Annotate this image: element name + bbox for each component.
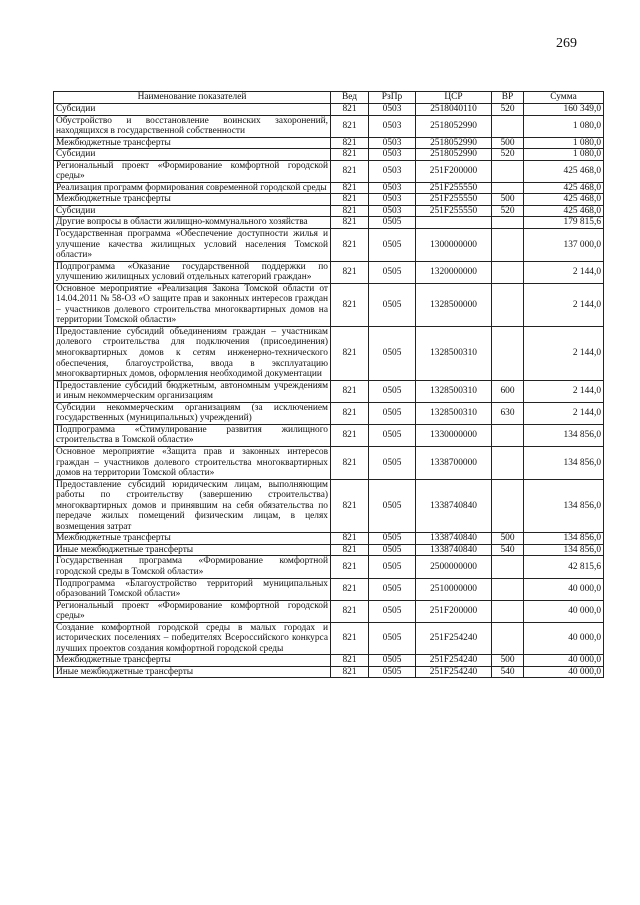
cell-name: Подпрограмма «Стимулирование развития жилищного строительства в Томской области» bbox=[54, 424, 331, 446]
cell-vr bbox=[492, 160, 524, 182]
cell-sum: 1 080,0 bbox=[524, 149, 604, 161]
table-row bbox=[54, 622, 604, 655]
cell-csr: 2518052990 bbox=[416, 137, 492, 149]
cell-csr: 251F254240 bbox=[416, 666, 492, 678]
cell-vr: 500 bbox=[492, 194, 524, 206]
table-row bbox=[54, 283, 604, 326]
cell-csr: 1338700000 bbox=[416, 446, 492, 479]
table-header bbox=[54, 92, 604, 104]
cell-ved: 821 bbox=[331, 217, 369, 229]
cell-sum: 425 468,0 bbox=[524, 205, 604, 217]
cell-csr: 1300000000 bbox=[416, 229, 492, 262]
cell-csr: 251F200000 bbox=[416, 160, 492, 182]
cell-csr: 1328500000 bbox=[416, 283, 492, 326]
cell-sum: 2 144,0 bbox=[524, 261, 604, 283]
cell-sum: 40 000,0 bbox=[524, 655, 604, 667]
cell-sum: 425 468,0 bbox=[524, 182, 604, 194]
cell-csr: 251F254240 bbox=[416, 622, 492, 655]
cell-name: Межбюджетные трансферты bbox=[54, 533, 331, 545]
cell-vr: 520 bbox=[492, 149, 524, 161]
cell-name: Иные межбюджетные трансферты bbox=[54, 666, 331, 678]
cell-vr: 540 bbox=[492, 666, 524, 678]
cell-name: Государственная программа «Обеспечение доступности жилья и улучшение качества жилищных условий населения Томской области» bbox=[54, 229, 331, 262]
cell-name: Субсидии bbox=[54, 149, 331, 161]
cell-rzpr: 0503 bbox=[369, 194, 416, 206]
table-row bbox=[54, 402, 604, 424]
cell-csr: 2518052990 bbox=[416, 149, 492, 161]
cell-csr: 1338740840 bbox=[416, 544, 492, 556]
header-row bbox=[54, 92, 604, 104]
cell-sum: 2 144,0 bbox=[524, 380, 604, 402]
cell-sum: 42 815,6 bbox=[524, 556, 604, 578]
cell-sum: 1 080,0 bbox=[524, 137, 604, 149]
cell-name: Создание комфортной городской среды в малых городах и исторических поселениях – победителях Всероссийского конкурса лучших проектов создания комфортной городской среды bbox=[54, 622, 331, 655]
cell-rzpr: 0505 bbox=[369, 544, 416, 556]
table-row bbox=[54, 205, 604, 217]
cell-sum: 134 856,0 bbox=[524, 544, 604, 556]
cell-rzpr: 0505 bbox=[369, 655, 416, 667]
cell-csr: 1320000000 bbox=[416, 261, 492, 283]
cell-vr: 520 bbox=[492, 104, 524, 116]
cell-name: Обустройство и восстановление воинских захоронений, находящихся в государственной собственности bbox=[54, 115, 331, 137]
cell-name: Основное мероприятие «Реализация Закона Томской области от 14.04.2011 № 58-ОЗ «О защите прав и законных интересов граждан – участников долевого строительства многоквартирных домов на территории Томской области» bbox=[54, 283, 331, 326]
cell-rzpr: 0503 bbox=[369, 137, 416, 149]
cell-sum: 40 000,0 bbox=[524, 666, 604, 678]
table-row bbox=[54, 578, 604, 600]
cell-rzpr: 0505 bbox=[369, 424, 416, 446]
cell-csr: 251F255550 bbox=[416, 182, 492, 194]
cell-sum: 134 856,0 bbox=[524, 479, 604, 533]
cell-sum: 137 000,0 bbox=[524, 229, 604, 262]
cell-csr: 1338740840 bbox=[416, 533, 492, 545]
cell-ved: 821 bbox=[331, 137, 369, 149]
table-row bbox=[54, 229, 604, 262]
cell-sum: 134 856,0 bbox=[524, 533, 604, 545]
cell-sum: 425 468,0 bbox=[524, 160, 604, 182]
cell-rzpr: 0505 bbox=[369, 533, 416, 545]
cell-vr: 520 bbox=[492, 205, 524, 217]
cell-csr: 2510000000 bbox=[416, 578, 492, 600]
cell-ved: 821 bbox=[331, 380, 369, 402]
cell-csr: 1328500310 bbox=[416, 380, 492, 402]
cell-vr: 630 bbox=[492, 402, 524, 424]
cell-vr bbox=[492, 446, 524, 479]
table-row bbox=[54, 666, 604, 678]
cell-ved: 821 bbox=[331, 115, 369, 137]
table-row bbox=[54, 533, 604, 545]
cell-name: Предоставление субсидий бюджетным, автономным учреждениям и иным некоммерческим организациям bbox=[54, 380, 331, 402]
cell-csr: 2518040110 bbox=[416, 104, 492, 116]
cell-sum: 40 000,0 bbox=[524, 622, 604, 655]
cell-name: Межбюджетные трансферты bbox=[54, 655, 331, 667]
cell-rzpr: 0505 bbox=[369, 600, 416, 622]
table-row bbox=[54, 326, 604, 380]
cell-vr bbox=[492, 326, 524, 380]
cell-ved: 821 bbox=[331, 600, 369, 622]
cell-name: Реализация программ формирования современной городской среды bbox=[54, 182, 331, 194]
cell-vr bbox=[492, 622, 524, 655]
cell-ved: 821 bbox=[331, 544, 369, 556]
cell-vr bbox=[492, 578, 524, 600]
cell-rzpr: 0503 bbox=[369, 149, 416, 161]
cell-rzpr: 0505 bbox=[369, 229, 416, 262]
cell-csr: 2518052990 bbox=[416, 115, 492, 137]
cell-csr: 1328500310 bbox=[416, 326, 492, 380]
table-row bbox=[54, 149, 604, 161]
cell-rzpr: 0505 bbox=[369, 622, 416, 655]
budget-table bbox=[53, 91, 604, 678]
header-name: Наименование показателей bbox=[54, 92, 331, 104]
cell-sum: 160 349,0 bbox=[524, 104, 604, 116]
cell-ved: 821 bbox=[331, 533, 369, 545]
cell-ved: 821 bbox=[331, 160, 369, 182]
cell-vr bbox=[492, 115, 524, 137]
cell-csr: 251F255550 bbox=[416, 205, 492, 217]
header-rzpr: РзПр bbox=[369, 92, 416, 104]
cell-vr bbox=[492, 229, 524, 262]
cell-name: Подпрограмма «Оказание государственной поддержки по улучшению жилищных условий отдельных категорий граждан» bbox=[54, 261, 331, 283]
table-row bbox=[54, 424, 604, 446]
cell-vr bbox=[492, 261, 524, 283]
header-sum: Сумма bbox=[524, 92, 604, 104]
cell-rzpr: 0505 bbox=[369, 380, 416, 402]
cell-vr bbox=[492, 182, 524, 194]
cell-sum: 134 856,0 bbox=[524, 446, 604, 479]
cell-ved: 821 bbox=[331, 194, 369, 206]
table-row bbox=[54, 104, 604, 116]
cell-sum: 134 856,0 bbox=[524, 424, 604, 446]
cell-ved: 821 bbox=[331, 556, 369, 578]
cell-vr: 500 bbox=[492, 137, 524, 149]
cell-rzpr: 0505 bbox=[369, 666, 416, 678]
cell-vr: 540 bbox=[492, 544, 524, 556]
cell-ved: 821 bbox=[331, 182, 369, 194]
cell-vr bbox=[492, 424, 524, 446]
table-row bbox=[54, 446, 604, 479]
cell-csr: 1338740840 bbox=[416, 479, 492, 533]
cell-name: Субсидии bbox=[54, 205, 331, 217]
cell-sum: 40 000,0 bbox=[524, 578, 604, 600]
cell-name: Предоставление субсидий юридическим лицам, выполняющим работы по строительству (завершению строительства) многоквартирных домов и принявшим на себя обязательства по передаче жилых помещений физическим лицам, в целях возмещения затрат bbox=[54, 479, 331, 533]
cell-name: Государственная программа «Формирование комфортной городской среды в Томской области» bbox=[54, 556, 331, 578]
cell-vr: 600 bbox=[492, 380, 524, 402]
cell-rzpr: 0503 bbox=[369, 205, 416, 217]
table-row bbox=[54, 217, 604, 229]
cell-vr bbox=[492, 600, 524, 622]
cell-name: Субсидии bbox=[54, 104, 331, 116]
cell-sum: 425 468,0 bbox=[524, 194, 604, 206]
page-number: 269 bbox=[556, 36, 577, 51]
cell-vr bbox=[492, 556, 524, 578]
cell-sum: 179 815,6 bbox=[524, 217, 604, 229]
cell-rzpr: 0505 bbox=[369, 479, 416, 533]
cell-name: Межбюджетные трансферты bbox=[54, 194, 331, 206]
cell-csr: 251F254240 bbox=[416, 655, 492, 667]
cell-rzpr: 0505 bbox=[369, 326, 416, 380]
cell-ved: 821 bbox=[331, 326, 369, 380]
table-row bbox=[54, 380, 604, 402]
cell-rzpr: 0503 bbox=[369, 182, 416, 194]
cell-csr: 2500000000 bbox=[416, 556, 492, 578]
cell-sum: 1 080,0 bbox=[524, 115, 604, 137]
cell-vr: 500 bbox=[492, 655, 524, 667]
table-row bbox=[54, 556, 604, 578]
table-row bbox=[54, 261, 604, 283]
cell-csr: 251F200000 bbox=[416, 600, 492, 622]
table-row bbox=[54, 115, 604, 137]
cell-ved: 821 bbox=[331, 229, 369, 262]
table-row bbox=[54, 655, 604, 667]
table-row bbox=[54, 160, 604, 182]
cell-ved: 821 bbox=[331, 402, 369, 424]
cell-name: Основное мероприятие «Защита прав и законных интересов граждан – участников долевого строительства многоквартирных домов на территории Томской области» bbox=[54, 446, 331, 479]
cell-vr bbox=[492, 283, 524, 326]
cell-rzpr: 0505 bbox=[369, 217, 416, 229]
header-csr: ЦСР bbox=[416, 92, 492, 104]
cell-ved: 821 bbox=[331, 479, 369, 533]
cell-sum: 2 144,0 bbox=[524, 402, 604, 424]
table-row bbox=[54, 479, 604, 533]
cell-rzpr: 0505 bbox=[369, 261, 416, 283]
header-ved: Вед bbox=[331, 92, 369, 104]
cell-ved: 821 bbox=[331, 446, 369, 479]
cell-csr: 1328500310 bbox=[416, 402, 492, 424]
cell-name: Региональный проект «Формирование комфортной городской среды» bbox=[54, 160, 331, 182]
cell-ved: 821 bbox=[331, 205, 369, 217]
cell-rzpr: 0505 bbox=[369, 283, 416, 326]
cell-vr bbox=[492, 217, 524, 229]
header-vr: ВР bbox=[492, 92, 524, 104]
cell-rzpr: 0505 bbox=[369, 402, 416, 424]
table-row bbox=[54, 194, 604, 206]
cell-ved: 821 bbox=[331, 283, 369, 326]
table-body bbox=[54, 104, 604, 678]
cell-csr: 251F255550 bbox=[416, 194, 492, 206]
cell-rzpr: 0505 bbox=[369, 556, 416, 578]
cell-sum: 40 000,0 bbox=[524, 600, 604, 622]
table-row bbox=[54, 137, 604, 149]
cell-name: Иные межбюджетные трансферты bbox=[54, 544, 331, 556]
cell-name: Субсидии некоммерческим организациям (за исключением государственных (муниципальных) учреждений) bbox=[54, 402, 331, 424]
cell-ved: 821 bbox=[331, 655, 369, 667]
cell-ved: 821 bbox=[331, 104, 369, 116]
cell-rzpr: 0503 bbox=[369, 115, 416, 137]
cell-vr bbox=[492, 479, 524, 533]
cell-rzpr: 0505 bbox=[369, 578, 416, 600]
cell-name: Предоставление субсидий объединениям граждан – участникам долевого строительства для подключения (присоединения) многоквартирных домов к сетям инженерно-технического обеспечения, благоустройства, ввода в эксплуатацию многоквартирных домов, оформления необходимой документации bbox=[54, 326, 331, 380]
cell-sum: 2 144,0 bbox=[524, 283, 604, 326]
table-row bbox=[54, 600, 604, 622]
cell-rzpr: 0503 bbox=[369, 104, 416, 116]
cell-ved: 821 bbox=[331, 149, 369, 161]
cell-name: Региональный проект «Формирование комфортной городской среды» bbox=[54, 600, 331, 622]
cell-csr bbox=[416, 217, 492, 229]
cell-ved: 821 bbox=[331, 666, 369, 678]
cell-ved: 821 bbox=[331, 424, 369, 446]
cell-csr: 1330000000 bbox=[416, 424, 492, 446]
cell-name: Подпрограмма «Благоустройство территорий муниципальных образований Томской области» bbox=[54, 578, 331, 600]
cell-sum: 2 144,0 bbox=[524, 326, 604, 380]
cell-name: Межбюджетные трансферты bbox=[54, 137, 331, 149]
cell-ved: 821 bbox=[331, 578, 369, 600]
cell-ved: 821 bbox=[331, 622, 369, 655]
cell-ved: 821 bbox=[331, 261, 369, 283]
cell-vr: 500 bbox=[492, 533, 524, 545]
table-row bbox=[54, 182, 604, 194]
cell-name: Другие вопросы в области жилищно-коммунального хозяйства bbox=[54, 217, 331, 229]
cell-rzpr: 0503 bbox=[369, 160, 416, 182]
cell-rzpr: 0505 bbox=[369, 446, 416, 479]
table-row bbox=[54, 544, 604, 556]
